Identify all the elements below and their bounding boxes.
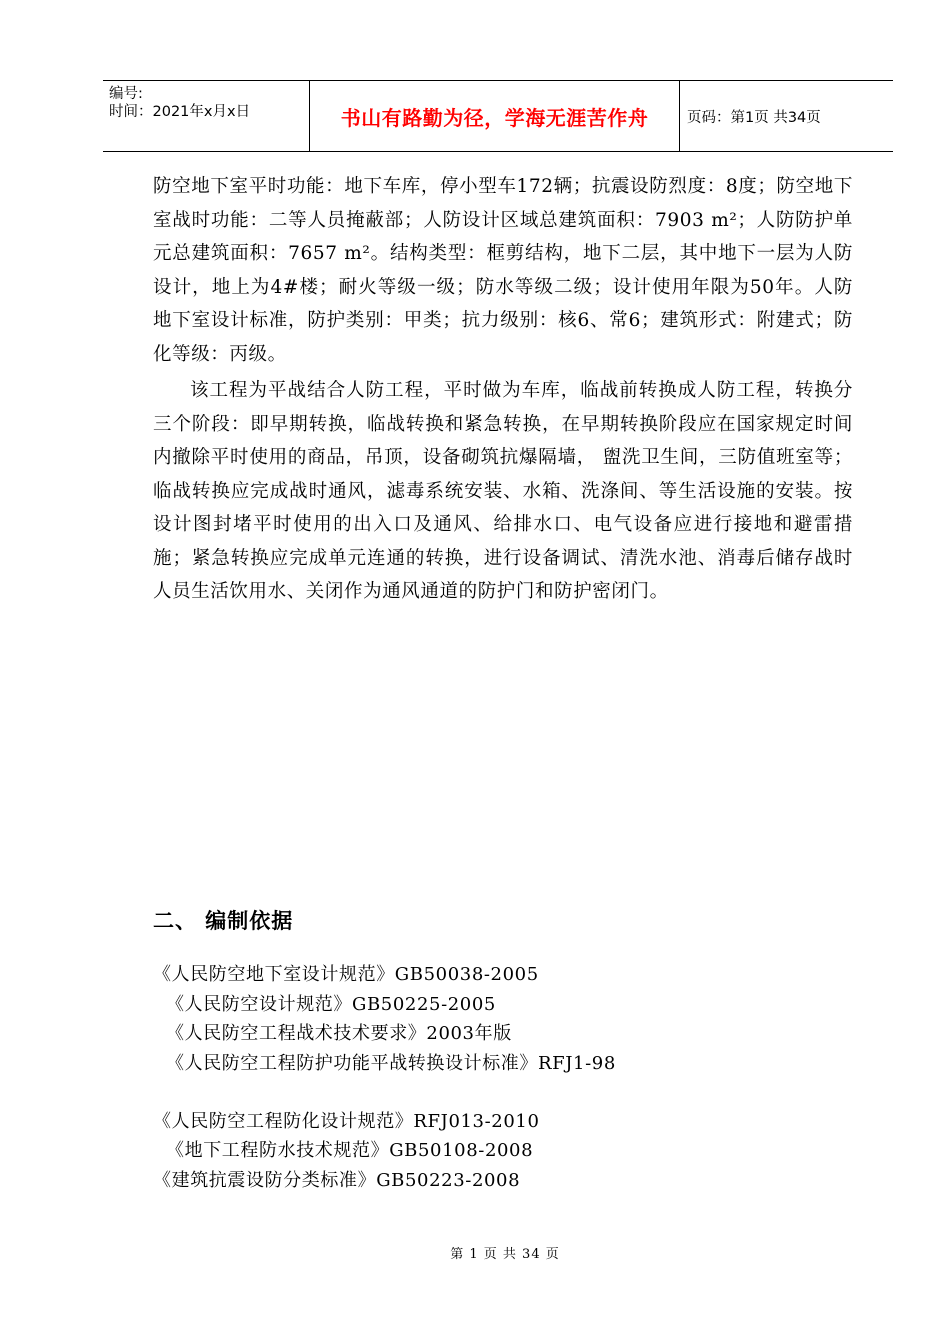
reference-item: 《建筑抗震设防分类标准》GB50223-2008 (153, 1170, 521, 1191)
header-page-info: 页码：第1页 共34页 (687, 109, 821, 126)
reference-item: 《人民防空设计规范》GB50225-2005 (166, 994, 496, 1015)
paragraph-conversion-stages: 该工程为平战结合人防工程，平时做为车库，临战前转换成人防工程，转换分三个阶段：即早期转换，临战转换和紧急转换，在早期转换阶段应在国家规定时间内撤除平时使用的商品，吊顶，设备砌筑抗爆隔墙， 盥洗卫生间，三防值班室等；临战转换应完成战时通风，滤毒系统安装、水箱、洗涤间、等生活设施的安装。按设计图封堵平时使用的出入口及通风、给排水口、电气设备应进行接地和避雷措施；紧急转换应完成单元连通的转换，进行设备调试、清洗水池、消毒后储存战时人员生活饮用水、关闭作为通风通道的防护门和防护密闭门。 (153, 380, 853, 602)
body-text (153, 170, 853, 609)
reference-item: 《地下工程防水技术规范》GB50108-2008 (166, 1140, 534, 1161)
reference-item: 《人民防空工程防护功能平战转换设计标准》RFJ1-98 (166, 1053, 616, 1074)
reference-item: 《人民防空工程防化设计规范》RFJ013-2010 (153, 1111, 540, 1132)
reference-item: 《人民防空地下室设计规范》GB50038-2005 (153, 964, 539, 985)
header-motto: 书山有路勤为径，学海无涯苦作舟 (340, 105, 649, 130)
page-footer: 第 1 页 共 34 页 (450, 1247, 560, 1262)
section-title: 二、 编制依据 (153, 909, 294, 933)
number-label: 编号: (109, 86, 143, 102)
header-divider (679, 81, 680, 151)
paragraph-project-overview: 防空地下室平时功能：地下车库，停小型车172辆；抗震设防烈度：8度；防空地下室战时功能：二等人员掩蔽部；人防设计区域总建筑面积：7903 m²；人防防护单元总建筑面积：7657 m²。结构类型：框剪结构，地下二层，其中地下一层为人防设计，地上为4#楼；耐火等级一级；防水等级二级；设计使用年限为50年。人防地下室设计标准，防护类别：甲类；抗力级别：核6、常6；建筑形式：附建式；防化等级：丙级。 (153, 176, 853, 365)
time-label: 时间：2021年x月x日 (109, 104, 251, 120)
page-header (103, 80, 893, 152)
reference-item: 《人民防空工程战术技术要求》2003年版 (166, 1023, 512, 1044)
header-meta (109, 85, 309, 121)
